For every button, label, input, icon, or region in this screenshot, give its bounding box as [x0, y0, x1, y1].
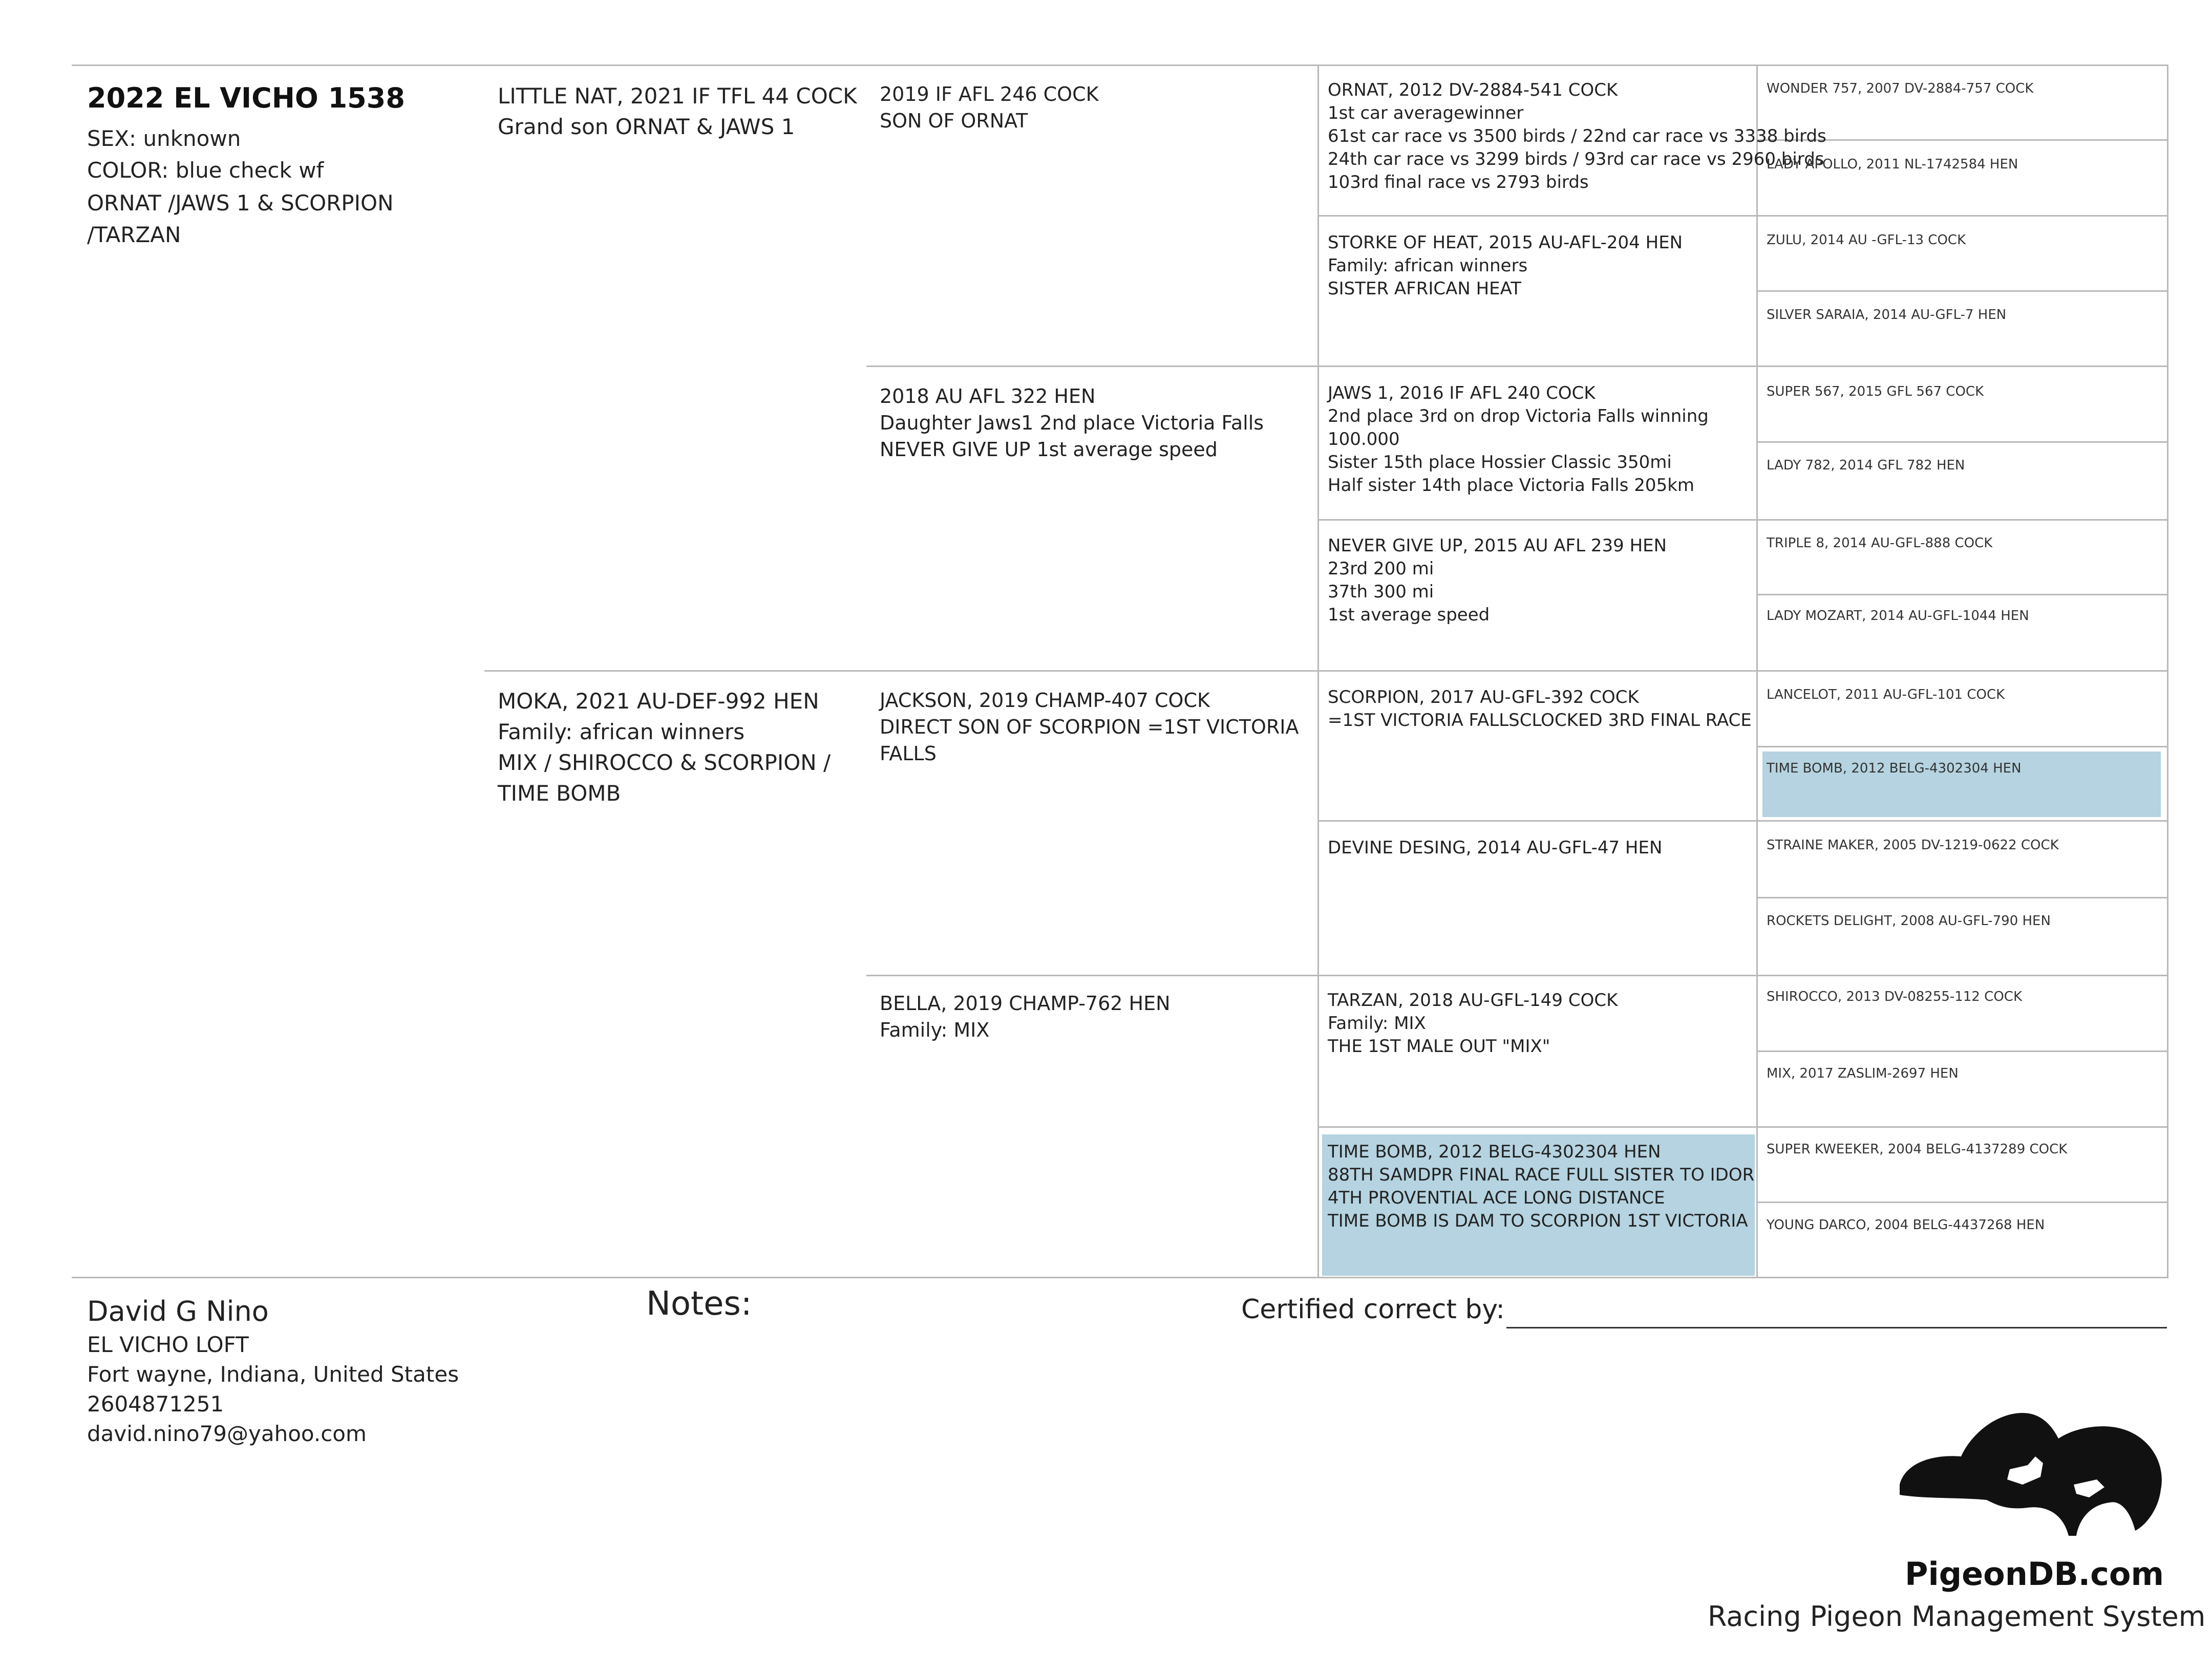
gen3-cell-2 — [1328, 231, 1683, 301]
gen1-dam-line: MIX / SHIROCCO & SCORPION / — [498, 750, 831, 775]
gen4-cell: LANCELOT, 2011 AU-GFL-101 COCK — [1767, 687, 2005, 702]
gen2-line: FALLS — [880, 742, 937, 765]
gen3-cell-1 — [1328, 79, 1826, 194]
gen1-sire-line: LITTLE NAT, 2021 IF TFL 44 COCK — [498, 83, 857, 109]
gen2-cell-1 — [880, 81, 1099, 134]
owner-email: david.nino79@yahoo.com — [87, 1421, 367, 1446]
gen2-line: Daughter Jaws1 2nd place Victoria Falls — [880, 412, 1264, 434]
owner-loft: EL VICHO LOFT — [87, 1332, 249, 1357]
gen3-line: 103rd final race vs 2793 birds — [1328, 172, 1589, 192]
gen2-line: Family: MIX — [880, 1019, 990, 1041]
gen3-cell-8 — [1328, 1141, 1754, 1233]
gen3-line: 23rd 200 mi — [1328, 559, 1434, 579]
gen3-line: 4TH PROVENTIAL ACE LONG DISTANCE — [1328, 1188, 1665, 1208]
gen4-cell: ROCKETS DELIGHT, 2008 AU-GFL-790 HEN — [1767, 913, 2051, 929]
pigeondb-logo-icon — [1895, 1408, 2171, 1561]
brand-name: PigeonDB.com — [1905, 1555, 2164, 1593]
gen4-cell: SILVER SARAIA, 2014 AU-GFL-7 HEN — [1767, 307, 2007, 323]
gen1-sire-cell — [498, 81, 857, 142]
gen3-line: TIME BOMB, 2012 BELG-4302304 HEN — [1328, 1142, 1661, 1162]
gen4-cell: LADY APOLLO, 2011 NL-1742584 HEN — [1767, 157, 2018, 172]
gen3-cell-6 — [1328, 836, 1662, 860]
gen4-cell: YOUNG DARCO, 2004 BELG-4437268 HEN — [1767, 1217, 2045, 1233]
gen2-line: BELLA, 2019 CHAMP-762 HEN — [880, 992, 1171, 1015]
certified-label: Certified correct by: — [1241, 1294, 1505, 1325]
gen3-line: 1st car averagewinner — [1328, 103, 1524, 123]
gen2-line: DIRECT SON OF SCORPION =1ST VICTORIA — [880, 716, 1299, 738]
gen4-cell: LADY MOZART, 2014 AU-GFL-1044 HEN — [1767, 608, 2029, 624]
gen3-line: DEVINE DESING, 2014 AU-GFL-47 HEN — [1328, 838, 1663, 858]
owner-name: David G Nino — [87, 1295, 269, 1327]
gen3-line: THE 1ST MALE OUT "MIX" — [1328, 1036, 1550, 1057]
gen3-line: ORNAT, 2012 DV-2884-541 COCK — [1328, 80, 1618, 100]
gen3-line: 61st car race vs 3500 birds / 22nd car race vs 3338 birds — [1328, 126, 1826, 146]
gen2-cell-2 — [880, 383, 1264, 463]
gen1-dam-line: TIME BOMB — [498, 781, 621, 806]
gen4-cell: TIME BOMB, 2012 BELG-4302304 HEN — [1767, 761, 2022, 776]
gen3-line: SISTER AFRICAN HEAT — [1328, 278, 1522, 299]
gen3-cell-5 — [1328, 686, 1752, 732]
gen4-cell: WONDER 757, 2007 DV-2884-757 COCK — [1767, 81, 2034, 96]
certified-signature-line — [1506, 1327, 2167, 1328]
gen4-cell: LADY 782, 2014 GFL 782 HEN — [1767, 458, 1965, 473]
gen3-line: 37th 300 mi — [1328, 582, 1434, 602]
gen2-line: SON OF ORNAT — [880, 110, 1028, 132]
gen3-line: Family: african winners — [1328, 255, 1528, 276]
gen3-line: Sister 15th place Hossier Classic 350mi — [1328, 452, 1672, 473]
owner-phone: 2604871251 — [87, 1391, 224, 1417]
gen1-dam-line: MOKA, 2021 AU-DEF-992 HEN — [498, 689, 819, 714]
gen4-cell: SUPER KWEEKER, 2004 BELG-4137289 COCK — [1767, 1142, 2068, 1157]
subject-parentage-line2: /TARZAN — [87, 222, 181, 247]
gen3-line: 2nd place 3rd on drop Victoria Falls winning — [1328, 406, 1709, 426]
gen3-line: Family: MIX — [1328, 1013, 1426, 1034]
gen1-dam-cell — [498, 686, 831, 809]
gen4-cell: SUPER 567, 2015 GFL 567 COCK — [1767, 384, 1984, 399]
gen1-sire-line: Grand son ORNAT & JAWS 1 — [498, 114, 795, 139]
owner-location: Fort wayne, Indiana, United States — [87, 1362, 459, 1387]
gen3-cell-3 — [1328, 382, 1709, 497]
gen2-line: 2018 AU AFL 322 HEN — [880, 385, 1096, 407]
gen3-line: 100.000 — [1328, 429, 1400, 449]
gen3-line: 1st average speed — [1328, 605, 1490, 625]
brand-tagline: Racing Pigeon Management System — [1708, 1600, 2206, 1633]
gen3-line: TIME BOMB IS DAM TO SCORPION 1ST VICTORIA — [1328, 1211, 1748, 1231]
gen3-line: TARZAN, 2018 AU-GFL-149 COCK — [1328, 990, 1618, 1011]
gen4-cell: ZULU, 2014 AU -GFL-13 COCK — [1767, 232, 1966, 248]
gen3-line: STORKE OF HEAT, 2015 AU-AFL-204 HEN — [1328, 232, 1683, 253]
gen3-cell-7 — [1328, 989, 1618, 1058]
subject-color: COLOR: blue check wf — [87, 158, 324, 183]
gen2-cell-3 — [880, 687, 1299, 767]
subject-title: 2022 EL VICHO 1538 — [87, 82, 405, 114]
gen4-cell: MIX, 2017 ZASLIM-2697 HEN — [1767, 1066, 1959, 1081]
gen3-cell-4 — [1328, 534, 1667, 627]
gen2-line: JACKSON, 2019 CHAMP-407 COCK — [880, 689, 1210, 712]
gen1-dam-line: Family: african winners — [498, 719, 745, 744]
gen3-line: NEVER GIVE UP, 2015 AU AFL 239 HEN — [1328, 535, 1667, 556]
gen4-cell: SHIROCCO, 2013 DV-08255-112 COCK — [1767, 989, 2023, 1004]
gen3-line: Half sister 14th place Victoria Falls 205km — [1328, 475, 1695, 496]
gen4-cell: STRAINE MAKER, 2005 DV-1219-0622 COCK — [1767, 838, 2059, 853]
gen2-line: 2019 IF AFL 246 COCK — [880, 83, 1099, 105]
gen3-line: SCORPION, 2017 AU-GFL-392 COCK — [1328, 687, 1639, 707]
gen4-cell: TRIPLE 8, 2014 AU-GFL-888 COCK — [1767, 535, 1993, 551]
gen3-line: JAWS 1, 2016 IF AFL 240 COCK — [1328, 383, 1596, 403]
notes-label: Notes: — [646, 1285, 752, 1323]
subject-sex: SEX: unknown — [87, 126, 241, 151]
gen2-line: NEVER GIVE UP 1st average speed — [880, 438, 1218, 461]
subject-parentage-line1: ORNAT /JAWS 1 & SCORPION — [87, 190, 394, 216]
gen3-line: =1ST VICTORIA FALLSCLOCKED 3RD FINAL RACE — [1328, 710, 1752, 731]
gen3-line: 24th car race vs 3299 birds / 93rd car race vs 2960 birds — [1328, 149, 1824, 169]
gen2-cell-4 — [880, 990, 1171, 1043]
gen3-line: 88TH SAMDPR FINAL RACE FULL SISTER TO IDOR — [1328, 1165, 1755, 1185]
